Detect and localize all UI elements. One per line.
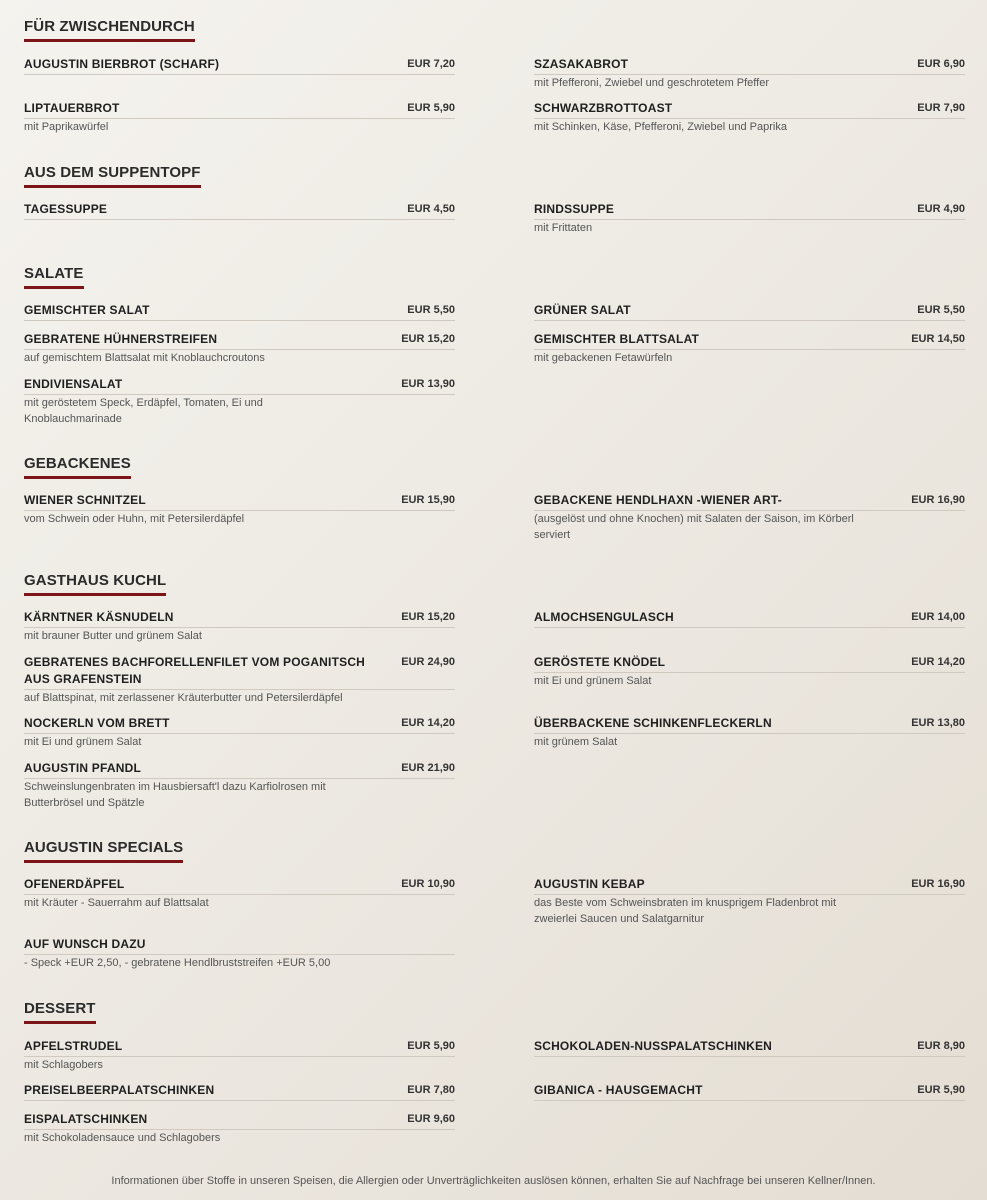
menu-item xyxy=(24,100,455,135)
menu-item xyxy=(534,715,965,750)
item-description: mit Kräuter - Sauerrahm auf Blattsalat xyxy=(24,897,209,909)
menu-item xyxy=(534,1082,965,1101)
menu-item xyxy=(24,760,455,811)
item-price: EUR 5,90 xyxy=(407,102,455,114)
item-price: EUR 6,90 xyxy=(917,58,965,70)
item-price: EUR 4,50 xyxy=(407,203,455,215)
menu-item xyxy=(24,492,455,527)
item-description: vom Schwein oder Huhn, mit Petersilerdäpfel xyxy=(24,513,245,525)
item-name: GEBRATENES BACHFORELLENFILET VOM POGANITSCH AUS GRAFENSTEIN xyxy=(24,655,366,686)
item-name: GEMISCHTER SALAT xyxy=(24,303,150,317)
item-description: mit Schinken, Käse, Pfefferoni, Zwiebel und Paprika xyxy=(534,121,787,133)
menu-item xyxy=(534,100,965,135)
item-price: EUR 16,90 xyxy=(911,878,965,890)
item-name: GERÖSTETE KNÖDEL xyxy=(534,655,666,669)
menu-item xyxy=(24,654,455,706)
item-description: Schweinslungenbraten im Hausbiersaft'l dazu Karfiolrosen mit Butterbrösel und Spätzle xyxy=(24,781,326,809)
item-name: NOCKERLN VOM BRETT xyxy=(24,716,170,730)
item-name: GEMISCHTER BLATTSALAT xyxy=(534,332,700,346)
menu-item xyxy=(534,1038,965,1057)
item-description: mit geröstetem Speck, Erdäpfel, Tomaten, Ei und Knoblauchmarinade xyxy=(24,397,263,425)
item-description: mit grünem Salat xyxy=(534,736,618,748)
item-description: mit Ei und grünem Salat xyxy=(24,736,142,748)
menu-item xyxy=(534,201,965,236)
menu-item xyxy=(534,876,965,927)
item-description: mit Schlagobers xyxy=(24,1059,103,1071)
menu-item xyxy=(534,302,965,321)
item-name: ÜBERBACKENE SCHINKENFLECKERLN xyxy=(534,716,772,730)
item-name: LIPTAUERBROT xyxy=(24,101,120,115)
item-name: APFELSTRUDEL xyxy=(24,1039,123,1053)
menu-item xyxy=(24,56,455,75)
item-description: auf Blattspinat, mit zerlassener Kräuterbutter und Petersilerdäpfel xyxy=(24,692,343,704)
item-price: EUR 14,00 xyxy=(911,611,965,623)
menu-item xyxy=(24,331,455,366)
item-description: mit Frittaten xyxy=(534,222,593,234)
menu-item xyxy=(534,492,965,543)
item-price: EUR 14,20 xyxy=(401,717,455,729)
item-name: WIENER SCHNITZEL xyxy=(24,493,146,507)
item-price: EUR 15,20 xyxy=(401,333,455,345)
item-description: mit Ei und grünem Salat xyxy=(534,675,652,687)
item-price: EUR 5,90 xyxy=(407,1040,455,1052)
item-description: mit Schokoladensauce und Schlagobers xyxy=(24,1132,221,1144)
section-title-suppentopf: AUS DEM SUPPENTOPF xyxy=(24,164,201,188)
item-price: EUR 7,80 xyxy=(407,1084,455,1096)
item-description: - Speck +EUR 2,50, - gebratene Hendlbruststreifen +EUR 5,00 xyxy=(24,957,331,969)
menu-item xyxy=(24,876,455,911)
item-name: ENDIVIENSALAT xyxy=(24,377,123,391)
menu-item xyxy=(534,331,965,366)
item-description: mit gebackenen Fetawürfeln xyxy=(534,352,673,364)
item-price: EUR 24,90 xyxy=(401,656,455,668)
item-name: SCHOKOLADEN-NUSSPALATSCHINKEN xyxy=(534,1039,773,1053)
item-price: EUR 10,90 xyxy=(401,878,455,890)
item-name: OFENERDÄPFEL xyxy=(24,877,125,891)
menu-item xyxy=(24,1038,455,1073)
item-price: EUR 14,20 xyxy=(911,656,965,668)
item-price: EUR 5,90 xyxy=(917,1084,965,1096)
item-price: EUR 15,90 xyxy=(401,494,455,506)
section-title-dessert: DESSERT xyxy=(24,1000,96,1024)
item-price: EUR 4,90 xyxy=(917,203,965,215)
section-title-specials: AUGUSTIN SPECIALS xyxy=(24,839,183,863)
item-price: EUR 14,50 xyxy=(911,333,965,345)
item-price: EUR 21,90 xyxy=(401,762,455,774)
menu-item xyxy=(534,654,965,689)
item-name: TAGESSUPPE xyxy=(24,202,108,216)
item-name: GEBRATENE HÜHNERSTREIFEN xyxy=(24,332,218,346)
menu-item xyxy=(24,1082,455,1101)
item-name: SZASAKABROT xyxy=(534,57,629,71)
item-price: EUR 13,90 xyxy=(401,378,455,390)
menu-item xyxy=(534,609,965,628)
section-title-kuchl: GASTHAUS KUCHL xyxy=(24,572,166,596)
item-price: EUR 15,20 xyxy=(401,611,455,623)
menu-item xyxy=(24,376,455,427)
item-price: EUR 13,80 xyxy=(911,717,965,729)
item-description: mit Paprikawürfel xyxy=(24,121,109,133)
item-description: (ausgelöst und ohne Knochen) mit Salaten der Saison, im Körberl serviert xyxy=(534,513,854,541)
menu-item xyxy=(24,1111,455,1146)
item-description: mit Pfefferoni, Zwiebel und geschrotetem Pfeffer xyxy=(534,77,769,89)
menu-item xyxy=(24,201,455,220)
item-name: PREISELBEERPALATSCHINKEN xyxy=(24,1083,215,1097)
menu-item xyxy=(534,56,965,91)
item-price: EUR 7,20 xyxy=(407,58,455,70)
item-price: EUR 5,50 xyxy=(407,304,455,316)
item-name: SCHWARZBROTTOAST xyxy=(534,101,673,115)
section-title-gebackenes: GEBACKENES xyxy=(24,455,131,479)
item-description: auf gemischtem Blattsalat mit Knoblauchcroutons xyxy=(24,352,265,364)
item-name: AUF WUNSCH DAZU xyxy=(24,937,146,951)
menu-item xyxy=(24,609,455,644)
item-price: EUR 9,60 xyxy=(407,1113,455,1125)
item-name: RINDSSUPPE xyxy=(534,202,615,216)
item-price: EUR 5,50 xyxy=(917,304,965,316)
section-title-salate: SALATE xyxy=(24,265,84,289)
item-price: EUR 7,90 xyxy=(917,102,965,114)
menu-item xyxy=(24,936,455,971)
item-name: AUGUSTIN BIERBROT (SCHARF) xyxy=(24,57,220,71)
item-name: GRÜNER SALAT xyxy=(534,303,631,317)
item-name: EISPALATSCHINKEN xyxy=(24,1112,148,1126)
item-description: das Beste vom Schweinsbraten im knusprigem Fladenbrot mit zweierlei Saucen und Salatgarnitur xyxy=(534,897,837,925)
item-name: ALMOCHSENGULASCH xyxy=(534,610,674,624)
item-name: GIBANICA - HAUSGEMACHT xyxy=(534,1083,703,1097)
item-price: EUR 8,90 xyxy=(917,1040,965,1052)
item-name: KÄRNTNER KÄSNUDELN xyxy=(24,610,174,624)
item-name: AUGUSTIN PFANDL xyxy=(24,761,141,775)
item-name: AUGUSTIN KEBAP xyxy=(534,877,645,891)
section-title-zwischendurch: FÜR ZWISCHENDURCH xyxy=(24,18,195,42)
item-price: EUR 16,90 xyxy=(911,494,965,506)
item-description: mit brauner Butter und grünem Salat xyxy=(24,630,202,642)
allergen-notice: Informationen über Stoffe in unseren Speisen, die Allergien oder Unverträglichkeiten auslösen können, erhalten Sie auf Nachfrage bei unseren Kellner/Innen. xyxy=(111,1175,876,1187)
menu-item xyxy=(24,302,455,321)
item-name: GEBACKENE HENDLHAXN -WIENER ART- xyxy=(534,493,782,507)
menu-item xyxy=(24,715,455,750)
